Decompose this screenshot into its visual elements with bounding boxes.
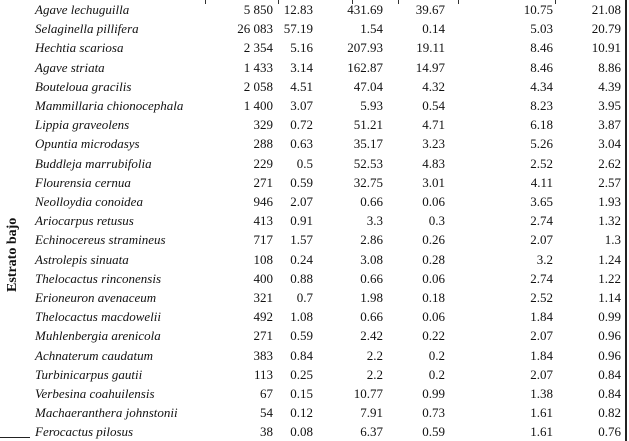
value-c3: 2.2 bbox=[366, 347, 383, 363]
species-name: Muhlenbergia arenicola bbox=[35, 328, 161, 344]
value-c4: 0.3 bbox=[428, 213, 445, 229]
value-c6: 4.39 bbox=[598, 78, 621, 94]
table-row bbox=[0, 173, 625, 192]
value-c5: 1.61 bbox=[530, 405, 553, 421]
value-c1: 321 bbox=[253, 290, 273, 305]
value-c4: 0.26 bbox=[422, 232, 445, 248]
value-c1: 271 bbox=[253, 328, 273, 344]
value-c5: 10.75 bbox=[523, 2, 553, 17]
value-c3: 431.69 bbox=[347, 2, 383, 17]
value-c4: 0.22 bbox=[422, 328, 445, 344]
value-c5: 6.18 bbox=[530, 117, 553, 133]
value-c5: 8.46 bbox=[530, 40, 553, 56]
value-c1: 492 bbox=[253, 309, 273, 325]
value-c1: 54 bbox=[260, 405, 273, 421]
species-name: Hechtia scariosa bbox=[35, 40, 124, 56]
value-c4: 0.06 bbox=[422, 309, 445, 325]
table-row bbox=[0, 346, 625, 365]
value-c5: 2.07 bbox=[530, 232, 553, 248]
species-name: Achnaterum caudatum bbox=[35, 347, 154, 363]
value-c4: 4.83 bbox=[422, 155, 445, 171]
value-c4: 3.23 bbox=[422, 136, 445, 152]
table-row bbox=[0, 134, 625, 153]
species-name: Turbinicarpus gautii bbox=[35, 366, 143, 382]
value-c4: 0.59 bbox=[422, 424, 445, 440]
value-c5: 2.07 bbox=[530, 366, 553, 382]
value-c4: 0.54 bbox=[422, 98, 445, 113]
species-name: Selaginella pillifera bbox=[35, 21, 139, 37]
value-c6: 0.96 bbox=[598, 347, 621, 363]
value-c2: 2.07 bbox=[290, 194, 313, 209]
species-name: Flourensia cernua bbox=[35, 174, 131, 190]
table-row bbox=[0, 211, 625, 230]
value-c4: 4.71 bbox=[422, 117, 445, 133]
species-name: Lippia graveolens bbox=[35, 117, 130, 133]
value-c6: 0.76 bbox=[598, 424, 621, 440]
value-c3: 7.91 bbox=[360, 405, 383, 421]
species-name: Erioneuron avenaceum bbox=[35, 290, 157, 305]
value-c1: 1 433 bbox=[243, 59, 273, 75]
table-row bbox=[0, 422, 625, 441]
value-c5: 4.11 bbox=[530, 174, 553, 190]
value-c2: 0.25 bbox=[290, 366, 313, 382]
value-c5: 5.03 bbox=[530, 21, 553, 37]
species-name: Opuntia microdasys bbox=[35, 136, 140, 152]
species-name: Mammillaria chionocephala bbox=[35, 98, 184, 113]
value-c2: 0.15 bbox=[290, 386, 313, 401]
value-c3: 0.66 bbox=[360, 270, 383, 286]
value-c4: 39.67 bbox=[415, 2, 445, 17]
value-c1: 288 bbox=[253, 136, 273, 152]
value-c2: 0.91 bbox=[290, 213, 313, 229]
value-c6: 1.24 bbox=[598, 251, 621, 267]
value-c4: 0.28 bbox=[422, 251, 445, 267]
table-row bbox=[0, 96, 625, 115]
species-name: Agave lechuguilla bbox=[35, 2, 130, 17]
value-c6: 20.79 bbox=[591, 21, 621, 37]
table-row bbox=[0, 384, 625, 403]
species-name: Ariocarpus retusus bbox=[35, 213, 134, 229]
value-c4: 0.2 bbox=[428, 347, 445, 363]
value-c2: 4.51 bbox=[290, 78, 313, 94]
value-c2: 0.72 bbox=[290, 117, 313, 133]
value-c6: 1.14 bbox=[598, 290, 621, 305]
value-c1: 400 bbox=[253, 270, 273, 286]
value-c3: 2.2 bbox=[366, 366, 383, 382]
table-right-border bbox=[625, 0, 627, 441]
value-c1: 229 bbox=[253, 155, 273, 171]
table-row bbox=[0, 0, 625, 19]
value-c5: 3.65 bbox=[530, 194, 553, 209]
value-c3: 207.93 bbox=[347, 40, 383, 56]
value-c3: 3.3 bbox=[366, 213, 383, 229]
table-row bbox=[0, 19, 625, 38]
table-row bbox=[0, 365, 625, 384]
table-row bbox=[0, 38, 625, 57]
value-c6: 2.62 bbox=[598, 155, 621, 171]
species-name: Machaeranthera johnstonii bbox=[35, 405, 178, 421]
table-row bbox=[0, 230, 625, 249]
table-row bbox=[0, 250, 625, 269]
value-c6: 1.22 bbox=[598, 270, 621, 286]
value-c3: 2.86 bbox=[360, 232, 383, 248]
value-c5: 4.34 bbox=[530, 78, 553, 94]
species-name: Echinocereus stramineus bbox=[35, 232, 166, 248]
value-c6: 0.82 bbox=[598, 405, 621, 421]
value-c6: 10.91 bbox=[591, 40, 621, 56]
table-row bbox=[0, 77, 625, 96]
value-c5: 5.26 bbox=[530, 136, 553, 152]
value-c1: 413 bbox=[253, 213, 273, 229]
table-row bbox=[0, 269, 625, 288]
value-c4: 3.01 bbox=[422, 174, 445, 190]
value-c5: 2.74 bbox=[530, 213, 553, 229]
table-row bbox=[0, 307, 625, 326]
value-c2: 0.84 bbox=[290, 347, 313, 363]
value-c3: 51.21 bbox=[353, 117, 383, 133]
value-c2: 0.12 bbox=[290, 405, 313, 421]
table-row bbox=[0, 115, 625, 134]
table-row bbox=[0, 58, 625, 77]
value-c4: 0.14 bbox=[422, 21, 445, 37]
value-c2: 0.59 bbox=[290, 174, 313, 190]
species-name: Bouteloua gracilis bbox=[35, 78, 132, 94]
value-c6: 3.87 bbox=[598, 117, 621, 133]
value-c3: 6.37 bbox=[360, 424, 383, 440]
value-c3: 0.66 bbox=[360, 194, 383, 209]
value-c1: 329 bbox=[253, 117, 273, 133]
value-c3: 162.87 bbox=[347, 59, 383, 75]
value-c2: 1.08 bbox=[290, 309, 313, 325]
value-c4: 4.32 bbox=[422, 78, 445, 94]
value-c5: 1.61 bbox=[530, 424, 553, 440]
value-c1: 2 354 bbox=[243, 40, 273, 56]
table-row bbox=[0, 154, 625, 173]
table-row bbox=[0, 403, 625, 422]
species-name: Astrolepis sinuata bbox=[35, 251, 129, 267]
value-c3: 35.17 bbox=[353, 136, 383, 152]
value-c2: 0.5 bbox=[296, 155, 313, 171]
stratum-label: Estrato bajo bbox=[5, 217, 20, 292]
value-c5: 1.84 bbox=[530, 347, 553, 363]
value-c3: 5.93 bbox=[360, 98, 383, 113]
value-c6: 1.3 bbox=[604, 232, 621, 248]
value-c6: 8.86 bbox=[598, 59, 621, 75]
value-c2: 0.24 bbox=[290, 251, 313, 267]
value-c5: 1.84 bbox=[530, 309, 553, 325]
value-c3: 1.98 bbox=[360, 290, 383, 305]
value-c3: 10.77 bbox=[353, 386, 383, 401]
table-row bbox=[0, 326, 625, 345]
species-name: Verbesina coahuilensis bbox=[35, 386, 155, 401]
value-c1: 38 bbox=[260, 424, 273, 440]
value-c2: 0.08 bbox=[290, 424, 313, 440]
value-c2: 0.7 bbox=[296, 290, 313, 305]
value-c4: 0.99 bbox=[422, 386, 445, 401]
value-c1: 67 bbox=[260, 386, 273, 401]
value-c2: 57.19 bbox=[283, 21, 313, 37]
value-c6: 0.99 bbox=[598, 309, 621, 325]
value-c4: 0.06 bbox=[422, 194, 445, 209]
table-row bbox=[0, 288, 625, 307]
value-c1: 26 083 bbox=[237, 21, 273, 37]
value-c2: 0.59 bbox=[290, 328, 313, 344]
value-c6: 2.57 bbox=[598, 174, 621, 190]
value-c2: 12.83 bbox=[283, 2, 313, 17]
species-name: Agave striata bbox=[35, 59, 105, 75]
value-c2: 0.63 bbox=[290, 136, 313, 152]
table-row bbox=[0, 192, 625, 211]
species-name: Neolloydia conoidea bbox=[35, 194, 143, 209]
value-c5: 2.52 bbox=[530, 290, 553, 305]
value-c1: 383 bbox=[253, 347, 273, 363]
species-name: Thelocactus macdowelii bbox=[35, 309, 162, 325]
value-c3: 2.42 bbox=[360, 328, 383, 344]
value-c1: 108 bbox=[253, 251, 273, 267]
value-c1: 2 058 bbox=[243, 78, 273, 94]
value-c6: 0.84 bbox=[598, 386, 621, 401]
value-c1: 946 bbox=[253, 194, 273, 209]
value-c6: 1.32 bbox=[598, 213, 621, 229]
value-c6: 0.84 bbox=[598, 366, 621, 382]
value-c3: 3.08 bbox=[360, 251, 383, 267]
value-c2: 5.16 bbox=[290, 40, 313, 56]
value-c1: 271 bbox=[253, 174, 273, 190]
value-c4: 0.2 bbox=[428, 366, 445, 382]
value-c4: 0.06 bbox=[422, 270, 445, 286]
value-c3: 52.53 bbox=[353, 155, 383, 171]
value-c6: 0.96 bbox=[598, 328, 621, 344]
value-c5: 3.2 bbox=[536, 251, 553, 267]
value-c6: 21.08 bbox=[591, 2, 621, 17]
value-c1: 717 bbox=[253, 232, 273, 248]
value-c3: 0.66 bbox=[360, 309, 383, 325]
value-c5: 2.74 bbox=[530, 270, 553, 286]
value-c5: 1.38 bbox=[530, 386, 553, 401]
value-c6: 3.04 bbox=[598, 136, 621, 152]
value-c6: 3.95 bbox=[598, 98, 621, 113]
value-c3: 47.04 bbox=[353, 78, 383, 94]
value-c1: 113 bbox=[253, 366, 273, 382]
value-c3: 32.75 bbox=[353, 174, 383, 190]
value-c2: 0.88 bbox=[290, 270, 313, 286]
value-c1: 5 850 bbox=[243, 2, 273, 17]
species-name: Buddleja marrubifolia bbox=[35, 155, 152, 171]
value-c3: 1.54 bbox=[360, 21, 383, 37]
value-c4: 19.11 bbox=[416, 40, 445, 56]
value-c4: 14.97 bbox=[415, 59, 445, 75]
value-c2: 1.57 bbox=[290, 232, 313, 248]
value-c5: 2.07 bbox=[530, 328, 553, 344]
value-c5: 8.46 bbox=[530, 59, 553, 75]
species-name: Thelocactus rinconensis bbox=[35, 270, 162, 286]
value-c5: 8.23 bbox=[530, 98, 553, 113]
value-c6: 1.93 bbox=[598, 194, 621, 209]
value-c2: 3.14 bbox=[290, 59, 313, 75]
value-c4: 0.18 bbox=[422, 290, 445, 305]
value-c4: 0.73 bbox=[422, 405, 445, 421]
value-c1: 1 400 bbox=[243, 98, 273, 113]
value-c5: 2.52 bbox=[530, 155, 553, 171]
value-c2: 3.07 bbox=[290, 98, 313, 113]
species-name: Ferocactus pilosus bbox=[35, 424, 134, 440]
